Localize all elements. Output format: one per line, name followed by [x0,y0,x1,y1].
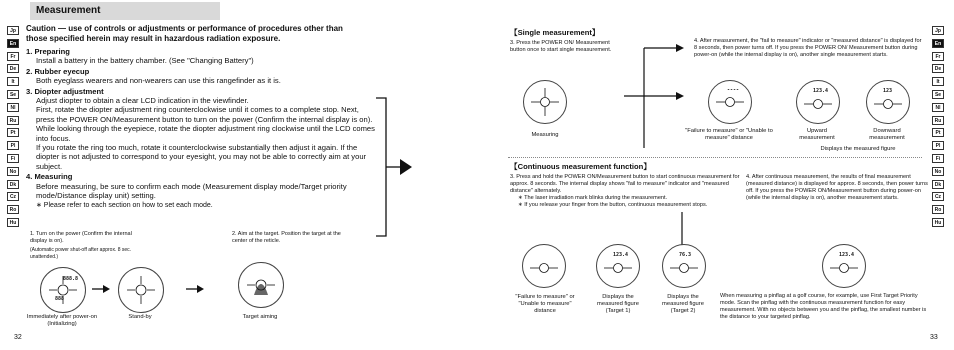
continuous-measurement-title: 【Continuous measurement function】 [510,162,651,171]
reticle-icon [799,83,837,121]
viewfinder-measuring [523,80,567,124]
viewfinder-upward [796,80,840,124]
page-number: 33 [930,334,938,341]
language-tab-nl: Nl [932,103,944,112]
language-tab-pt: Pt [7,128,19,137]
language-tab-en: En [932,39,944,48]
reticle-icon [665,247,703,285]
language-tab-fr: Fr [932,52,944,61]
viewfinder-fail [708,80,752,124]
flow-step2-text: 2. Aim at the target. Position the target at the center of the reticle. [232,231,341,244]
language-tab-cz: Cz [932,192,944,201]
lcd-readout: 123.4 [839,252,855,258]
reticle-icon [526,83,564,121]
language-tab-cz: Cz [7,192,19,201]
language-tab-jp: Jp [932,26,944,35]
lcd-readout: ---- [727,87,740,93]
caption-upward: Upward measurement [799,128,835,141]
language-tab-no: No [7,167,19,176]
language-tab-de: De [932,64,944,73]
step-body: Before measuring, be sure to confirm each mode (Measurement display mode/Target priority mode/Distance display unit) setting. [36,181,347,201]
language-tab-jp: Jp [7,26,19,35]
bracket-arrow-icon [376,97,412,237]
single-measurement-title: 【Single measurement】 [510,28,600,37]
viewfinder-initializing [40,267,86,313]
caption-standby: Stand-by [128,314,152,320]
caption-fail: "Failure to measure" or "Unable to measure" distance [685,128,773,141]
single-step4: 4. After measurement, the "fail to measure" indicator or "measured distance" is displayed for 8 seconds, then power turns off. If you press the POWER ON/ Measurement button during power-on (while the internal display is on), another single measurement starts. [694,38,922,58]
step-body: If you rotate the ring too much, rotate it counterclockwise substantially then adjust it again. If the diopter is not adjusted to correspond to your eyesight, you may not be able to correctly aim at your subject. [36,143,367,171]
language-tab-ru: Ru [7,116,19,125]
step-preparing [26,47,376,66]
language-tab-dk: Dk [7,180,19,189]
viewfinder-standby [118,267,164,313]
language-tab-nl: Nl [7,103,19,112]
continuous-note: ∗ The laser irradiation mark blinks during the measurement. [518,195,668,201]
caption-aiming: Target aiming [242,314,278,320]
viewfinder-aiming [238,262,284,308]
continuous-step4: 4. After continuous measurement, the results of final measurement (measured distance) is displayed for approx. 8 seconds, then power turns off. If you press the POWER ON/Measurement button during power-on (while the internal display is on), another measurement starts. [746,174,928,201]
step-title: 4. Measuring [26,172,73,182]
lcd-readout: 888 [55,296,65,302]
language-tabs-left [7,26,19,231]
lcd-readout: 76.3 [679,252,692,258]
language-tab-it: It [7,77,19,86]
note-text: ∗ Please refer to each section on how to set each mode. [36,201,213,209]
viewfinder-final [822,244,866,288]
language-tab-ro: Ro [932,205,944,214]
language-tab-hu: Hu [7,218,19,227]
reticle-icon [599,247,637,285]
language-tab-de: De [7,64,19,73]
reticle-icon [869,83,907,121]
caption-target1: Displays the measured figure (Target 1) [597,294,639,314]
caption-target2: Displays the measured figure (Target 2) [662,294,704,314]
step-diopter [26,87,376,172]
lcd-readout: 123 [883,88,893,94]
flow-step1-text: 1. Turn on the power (Confirm the internal display is on). [30,231,132,244]
reticle-icon [825,247,863,285]
lcd-readout: 123.4 [813,88,829,94]
language-tab-pl: Pl [7,141,19,150]
language-tab-se: Se [932,90,944,99]
single-bracket-arrow-icon [624,18,688,158]
section-divider [508,157,922,158]
language-tab-it: It [932,77,944,86]
steps-list [26,47,376,211]
language-tab-fr: Fr [7,52,19,61]
page-number: 32 [14,334,22,341]
caption-downward: Downward measurement [869,128,905,141]
language-tab-hu: Hu [932,218,944,227]
step-eyecup [26,67,376,86]
step-title: 3. Diopter adjustment [26,86,104,96]
caption-displays-measured: Displays the measured figure [820,146,896,152]
viewfinder-downward [866,80,910,124]
reticle-icon [525,247,563,285]
reticle-icon [121,270,161,310]
step-title: 1. Preparing [26,47,70,56]
target-tree-icon [241,265,281,305]
caption-cont-fail: "Failure to measure" or "Unable to measure" distance [515,294,575,314]
viewfinder-target1 [596,244,640,288]
continuous-step3-text: 3. Press and hold the POWER ON/Measurement button to start continuous measurement for approx. 8 seconds. The internal display shows "fail to measure" indicator and "measured distance" alternately. [510,174,740,194]
language-tab-se: Se [7,90,19,99]
continuous-step3 [510,174,740,209]
step-body: Both eyeglass wearers and non-wearers can use this rangefinder as it is. [36,76,281,86]
flow-arrow-icon [186,284,204,294]
language-tab-dk: Dk [932,180,944,189]
continuous-note: ∗ If you release your finger from the button, continuous measurement stops. [518,202,708,208]
step-title: 2. Rubber eyecup [26,66,90,76]
language-tab-pt: Pt [932,128,944,137]
flow-arrow-icon [92,284,110,294]
pinflag-note: When measuring a pinflag at a golf course, for example, use First Target Priority mode. Scan the pinflag with the continuous measurement function for easy measurement. With no objects between you and the pinflag, the smallest number is the distance to your targeted pinflag. [720,293,927,320]
language-tab-fi: Fi [932,154,944,163]
language-tab-pl: Pl [932,141,944,150]
step-measuring [26,172,376,210]
lcd-readout: 888.8 [63,276,79,282]
language-tab-no: No [932,167,944,176]
language-tab-ro: Ro [7,205,19,214]
language-tab-en: En [7,39,19,48]
language-tabs-right [932,26,944,231]
caption-initializing: Immediately after power-on (Initializing) [26,314,98,327]
caption-measuring: Measuring [531,132,559,138]
language-tab-fi: Fi [7,154,19,163]
section-title: Measurement [30,2,220,20]
flow-step1-note: (Automatic power shut-off after approx. 8 sec. unattended.) [30,247,132,260]
step-body: Install a battery in the battery chamber. (See "Changing Battery") [36,56,254,66]
lcd-readout: 123.4 [613,252,629,258]
step-body: Adjust diopter to obtain a clear LCD indication in the viewfinder. [36,96,249,106]
single-step3: 3. Press the POWER ON/ Measurement button once to start single measurement. [510,40,612,53]
caution-text: Caution — use of controls or adjustments or performance of procedures other than those specified herein may result in hazardous radiation exposure. [26,24,343,43]
viewfinder-target2 [662,244,706,288]
viewfinder-cont-fail [522,244,566,288]
step-body: First, rotate the diopter adjustment ring counterclockwise until it comes to a complete stop. Next, press the POWER ON/Measurement button to turn on the power (Confirm the internal display is on). While looking through the eyepiece, rotate the diopter adjustment ring clockwise until the LCD comes into focus. [36,105,375,143]
language-tab-ru: Ru [932,116,944,125]
